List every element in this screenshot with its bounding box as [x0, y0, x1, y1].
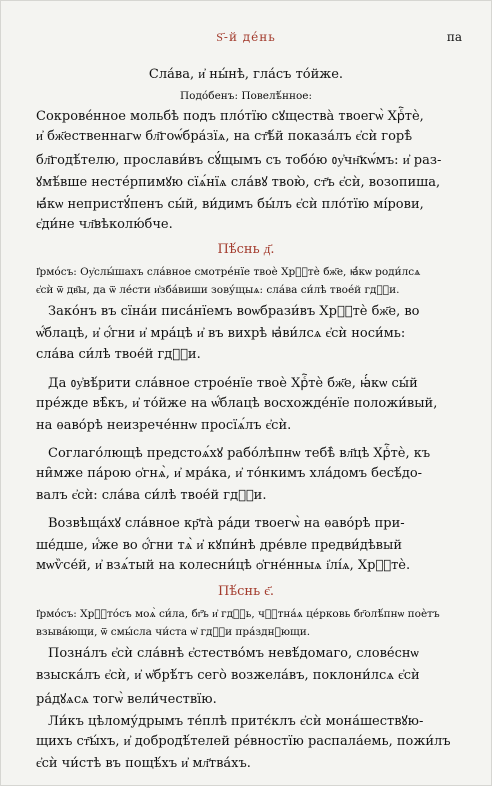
troparion-line: мѡѷсе́й, и҆ взѧ́тый на колесни́цѣ ѻ҆гне́нныѧ і҆лі́ѧ, Хрⷭ҇тѐ.: [36, 558, 411, 573]
troparion-line: ра́дꙋѧсѧ тогѡ̀ вели́чествїю.: [36, 692, 217, 707]
troparion-line: валъ є҆сѝ: сла́ва си́лѣ твое́й гдⷭ҇и.: [36, 488, 267, 503]
troparion-line: пре́жде вѣ̑къ, и҆ то́йже на ѡ҆́блацѣ восхожде́нїе положи́вый,: [36, 396, 438, 411]
troparion-line: є҆сѝ чи́стѣ въ пощѣ́хъ и҆ мл҃тва́хъ.: [36, 756, 251, 771]
troparion-line: Соглаго́лющѣ предстоѧ́хꙋ рабо́лѣпнѡ тебѣ̀ вл҃цѣ Хрⷭ҇тѐ, къ: [48, 446, 431, 461]
troparion-line: ѡ҆́блацѣ, и҆ ѻ҆́гни и҆ мра́цѣ и҆ въ вихрѣ ꙗ҆ви́лсѧ є҆сѝ носи́мь:: [36, 326, 406, 341]
troparion-line: Да ᲂу҆вѣ́рити сла́вное строе́нїе твоѐ Хрⷭ҇тѐ бж҃е, ꙗ҆́кѡ сы́й: [48, 376, 418, 391]
troparion-line: Ли́къ цѣлому́дрымъ те́плѣ притє́клъ є҆сѝ мона́шествꙋю-: [48, 714, 424, 729]
sticheron-line: ꙋмѣ́вше несте́рпимꙋю сїѧ́нїѧ сла́вꙋ твою̀, ст҃ъ є҆сѝ, возопиша,: [36, 175, 441, 190]
glory-heading: Сла́ва, и҆ ны́нѣ, гла́съ то́йже.: [148, 67, 344, 82]
ode-5-title: Пѣ́снь є҃.: [217, 584, 275, 599]
podoben-label: Подо́бенъ: Повелѣ́нное:: [179, 90, 313, 102]
troparion-line: на ѳаво́рѣ неизрече́ннѡ просїѧ́лъ є҆сѝ.: [36, 418, 292, 433]
running-header: [0, 30, 492, 50]
troparion-line: Возвѣща́хꙋ сла́вное кр҃та̀ ра́ди твоегѡ̀ на ѳаво́рѣ при-: [48, 516, 405, 531]
troparion-line: Зако́нъ въ сїна́и писа́нїемъ воѡбрази́въ Хрⷭ҇тѐ бж҃е, во: [48, 304, 420, 319]
troparion-line: взыска́лъ є҆сѝ, и҆ ѡ҆брѣ́тъ сего̀ возжела́въ, поклони́лсѧ є҆сѝ: [36, 668, 420, 683]
ode-4-title: Пѣ́снь д҃.: [217, 242, 275, 257]
sticheron-line: Сокрове́нное мольбѣ подъ пло́тїю сꙋщества̀ твоегѡ̀ Хрⷭ҇тѐ,: [36, 109, 424, 124]
sticheron-line: и҆ бж҃ественнагѡ бл҃гоѡ́бра́зїѧ, на ст҃ѣ́й показа́лъ є҆сѝ горѣ̀: [36, 129, 413, 144]
irmos-line: І҆рмо́съ: Хрⷭ҇то́съ моѧ̀ си́ла, бг҃ъ и҆ гдⷭ҇ь, чⷭ҇тна́ѧ це́рковь бг҃олѣ́пнѡ поѐтъ: [36, 608, 440, 620]
troparion-line: ни̑мже па́рою ѻ҆гнѧ̀, и҆ мра́ка, и҆ то́нкимъ хла́домъ бесѣ́до-: [36, 466, 423, 481]
troparion-line: сла́ва си́лѣ твое́й гдⷭ҇и.: [36, 347, 201, 362]
folio-number: па: [446, 30, 462, 44]
irmos-line: є҆сѝ ѿ дв҃ы, да ѿ ле́сти и҆зба́виши зову́щыѧ: сла́ва си́лѣ твое́й гдⷭ҇и.: [36, 284, 400, 296]
sticheron-line: ꙗ҆́кѡ непристꙋ́пенъ сы́й, ви́димъ бы́лъ є҆сѝ пло́тїю мі́рови,: [36, 197, 424, 212]
irmos-line: взыва́ющи, ѿ смы́сла чи́ста ѡ҆ гдⷭ҇и пра́зднꙋющи.: [36, 626, 311, 638]
troparion-line: щихъ ст҃ы́хъ, и҆ добродѣ́телей ре́вностїю распала́емь, пожи́лъ: [36, 734, 451, 749]
running-title: Ѕ҃-й де́нь: [216, 30, 276, 44]
sticheron-line: є҆ди́не чл҃вѣколю́бче.: [36, 217, 173, 232]
troparion-line: Позна́лъ є҆сѝ сла́внѣ є҆стество́мъ невѣ́домаго, слове́снѡ: [48, 646, 419, 661]
irmos-line: І҆рмо́съ: Оу҆слы́шахъ сла́вное смотре́нїе твоѐ Хрⷭ҇тѐ бж҃е, ꙗ҆́кѡ роди́лсѧ: [36, 266, 421, 278]
sticheron-line: бл҃годѣ́телю, прослави́въ сꙋ́щымъ съ тобо́ю ᲂу҆чн҃кѡ́мъ: и҆ раз-: [36, 153, 442, 168]
troparion-line: ше́дше, и҆́же во ѻ҆́гни тѧ̀ и҆ кꙋпи́нѣ дре́вле предви́дѣвый: [36, 538, 403, 553]
